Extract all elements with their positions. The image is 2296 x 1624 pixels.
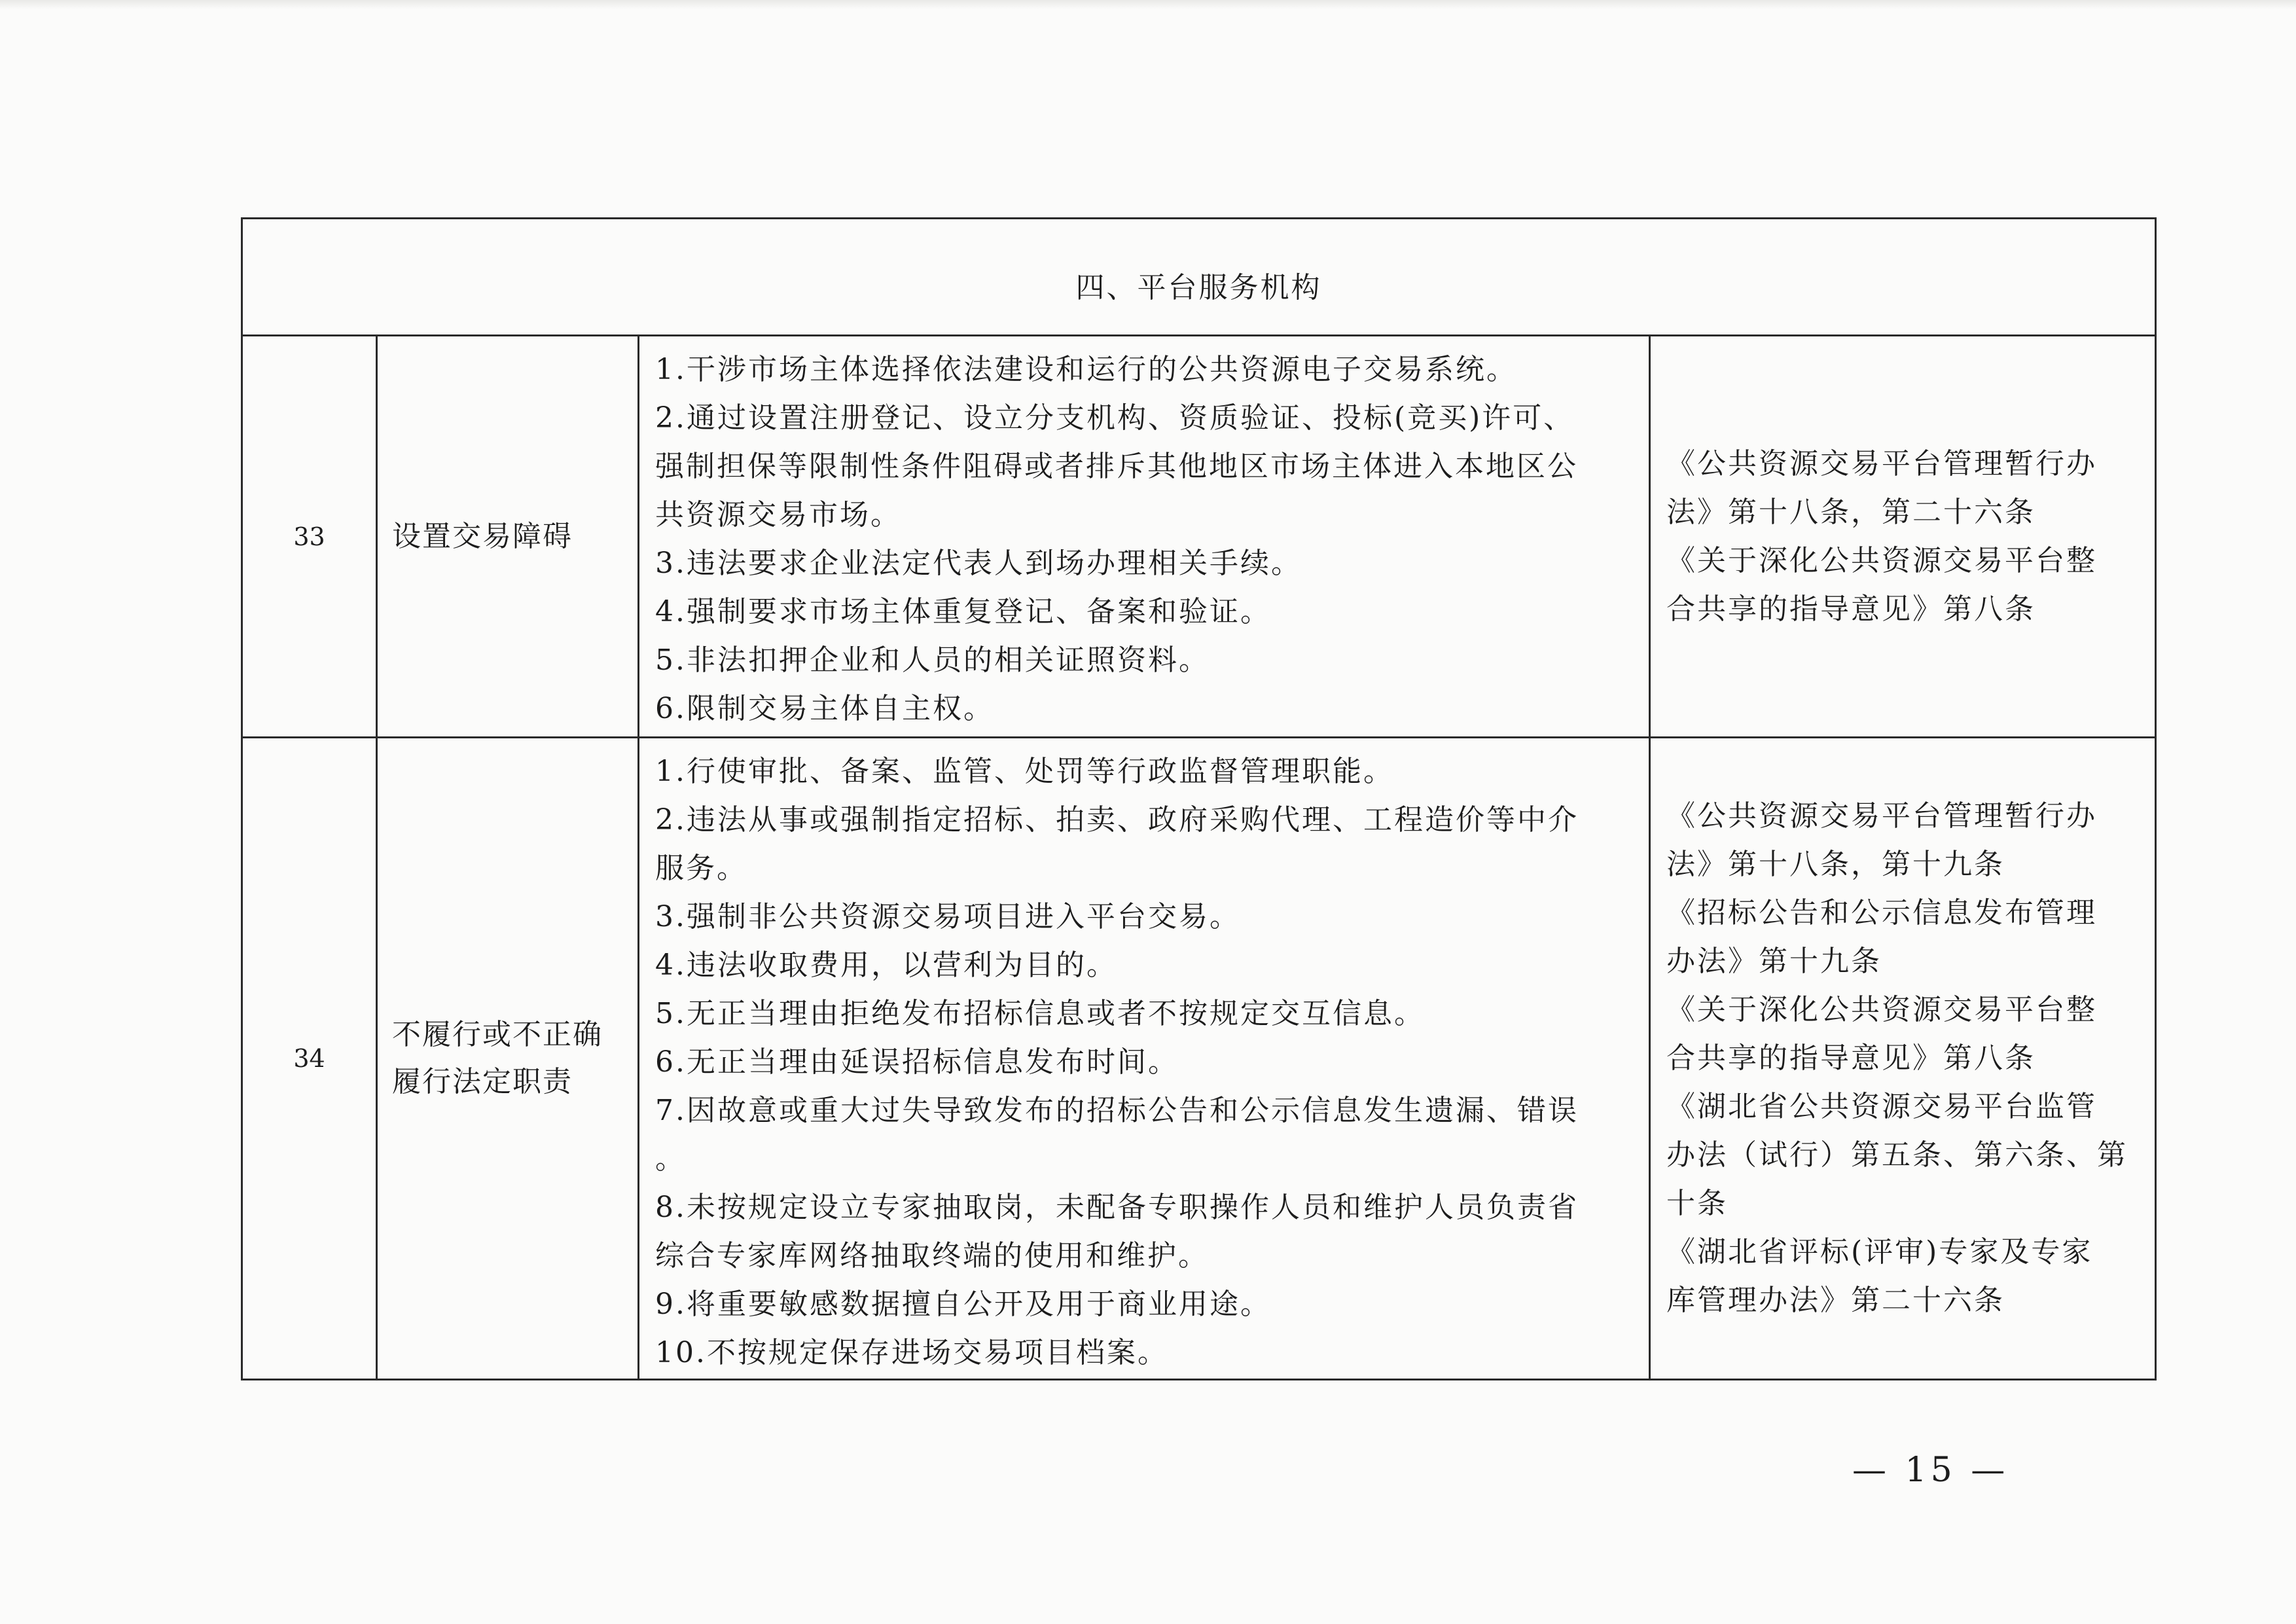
regulation-table xyxy=(241,217,2157,1380)
item-line: 综合专家库网络抽取终端的使用和维护。 xyxy=(655,1239,1209,1272)
item-line: 6.无正当理由延误招标信息发布时间。 xyxy=(655,1045,1179,1079)
item-line: 7.因故意或重大过失导致发布的招标公告和公示信息发生遗漏、错误 xyxy=(655,1094,1579,1127)
item-line: 服务。 xyxy=(655,852,747,885)
name-line: 履行法定职责 xyxy=(392,1065,573,1098)
name-line: 设置交易障碍 xyxy=(392,519,573,553)
violation-name xyxy=(377,336,639,738)
item-line: 2.违法从事或强制指定招标、拍卖、政府采购代理、工程造价等中介 xyxy=(655,803,1579,837)
item-line: 4.强制要求市场主体重复登记、备案和验证。 xyxy=(655,595,1271,628)
basis-line: 合共享的指导意见》第八条 xyxy=(1666,1041,2036,1075)
item-line: 6.限制交易主体自主权。 xyxy=(655,692,994,725)
item-line: 9.将重要敏感数据擅自公开及用于商业用途。 xyxy=(655,1288,1271,1321)
basis-line: 办法（试行）第五条、第六条、第 xyxy=(1666,1138,2128,1172)
legal-basis xyxy=(1650,336,2156,738)
basis-line: 十条 xyxy=(1666,1187,1728,1220)
item-line: 强制担保等限制性条件阻碍或者排斥其他地区市场主体进入本地区公 xyxy=(655,450,1578,483)
basis-line: 法》第十八条，第十九条 xyxy=(1666,848,2005,881)
item-line: 3.违法要求企业法定代表人到场办理相关手续。 xyxy=(655,547,1302,580)
item-line: 3.强制非公共资源交易项目进入平台交易。 xyxy=(655,900,1240,933)
item-line: 8.未按规定设立专家抽取岗，未配备专职操作人员和维护人员负责省 xyxy=(655,1191,1579,1224)
legal-basis xyxy=(1650,738,2156,1380)
item-line: 5.非法扣押企业和人员的相关证照资料。 xyxy=(655,643,1210,677)
scan-edge xyxy=(0,0,2296,9)
item-line: 共资源交易市场。 xyxy=(655,498,901,532)
basis-line: 《关于深化公共资源交易平台整 xyxy=(1666,543,2097,577)
item-line: 1.行使审批、备案、监管、处罚等行政监督管理职能。 xyxy=(655,755,1394,788)
basis-line: 《湖北省评标(评审)专家及专家 xyxy=(1666,1235,2093,1269)
basis-line: 《公共资源交易平台管理暂行办 xyxy=(1666,446,2097,480)
basis-line: 《关于深化公共资源交易平台整 xyxy=(1666,993,2097,1026)
row-number: 33 xyxy=(242,336,377,738)
basis-line: 《招标公告和公示信息发布管理 xyxy=(1666,896,2097,929)
basis-line: 合共享的指导意见》第八条 xyxy=(1666,592,2036,626)
item-line: 5.无正当理由拒绝发布招标信息或者不按规定交互信息。 xyxy=(655,997,1425,1030)
table-row xyxy=(242,336,2156,738)
name-line: 不履行或不正确 xyxy=(392,1018,603,1051)
item-line: 。 xyxy=(655,1142,686,1176)
item-line: 1.干涉市场主体选择依法建设和运行的公共资源电子交易系统。 xyxy=(655,353,1517,386)
basis-line: 《公共资源交易平台管理暂行办 xyxy=(1666,799,2097,833)
item-line: 10.不按规定保存进场交易项目档案。 xyxy=(655,1336,1168,1369)
basis-line: 库管理办法》第二十六条 xyxy=(1666,1284,2005,1317)
basis-line: 办法》第十九条 xyxy=(1666,945,1882,978)
violation-name xyxy=(377,738,639,1380)
basis-line: 法》第十八条，第二十六条 xyxy=(1666,495,2036,529)
row-number: 34 xyxy=(242,738,377,1380)
section-title: 四、平台服务机构 xyxy=(242,219,2156,336)
table-row xyxy=(242,738,2156,1380)
item-line: 4.违法收取费用，以营利为目的。 xyxy=(655,948,1117,982)
item-line: 2.通过设置注册登记、设立分支机构、资质验证、投标(竞买)许可、 xyxy=(655,401,1575,435)
violation-items xyxy=(639,336,1650,738)
basis-line: 《湖北省公共资源交易平台监管 xyxy=(1666,1090,2097,1123)
page-number: — 15 — xyxy=(1852,1451,2009,1490)
violation-items xyxy=(639,738,1650,1380)
